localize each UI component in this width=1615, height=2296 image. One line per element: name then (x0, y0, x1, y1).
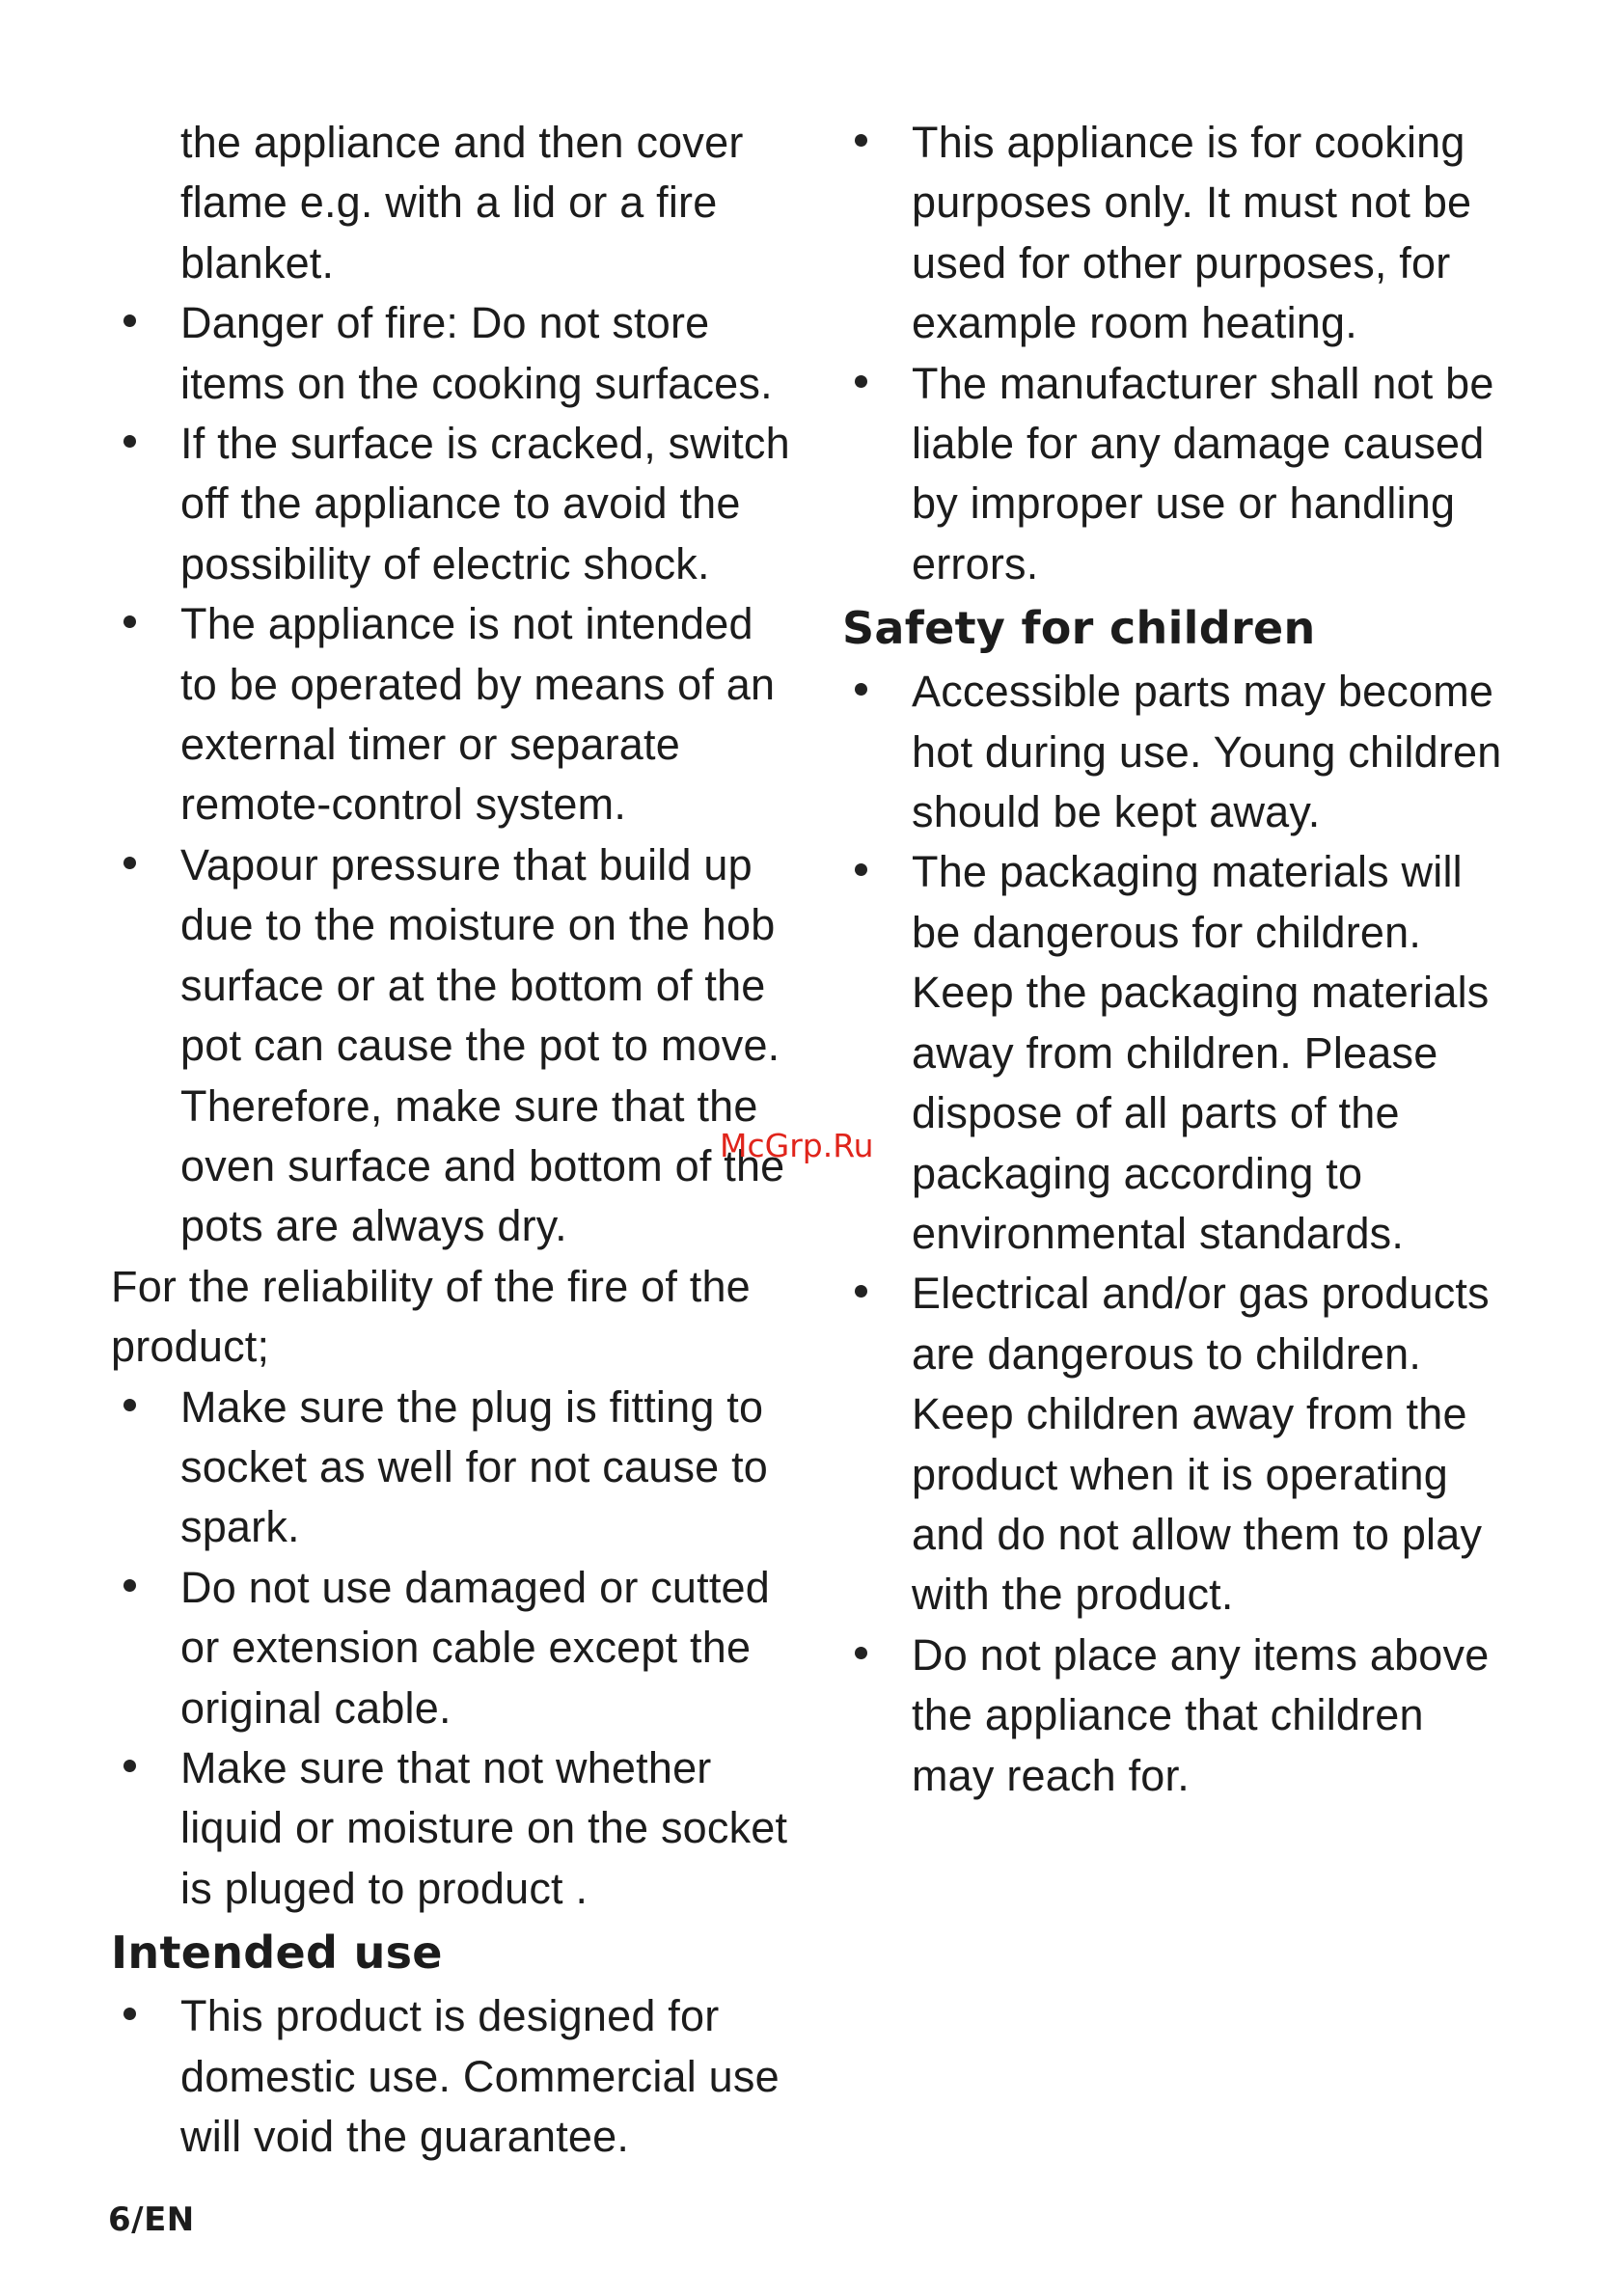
left-column (111, 113, 806, 2167)
text-line: For the reliability of the fire of the (111, 1261, 751, 1311)
list-item-line: dispose of all parts of the (912, 1088, 1400, 1138)
bullet-icon (855, 863, 867, 876)
list-item-line: hot during use. Young children (912, 726, 1502, 777)
intended-use-list (111, 1986, 806, 2167)
list-item-line: Make sure that not whether (180, 1742, 712, 1792)
list-item-line: Do not use damaged or cutted (180, 1562, 770, 1612)
bullet-icon (855, 683, 867, 696)
bullet-icon (123, 1399, 136, 1411)
list-item (111, 1738, 806, 1919)
bullet-icon (123, 314, 136, 327)
list-item-line: The appliance is not intended (180, 599, 753, 649)
list-item-line: The packaging materials will (912, 847, 1463, 897)
list-item-line: pots are always dry. (180, 1201, 567, 1251)
list-item-line: with the product. (912, 1570, 1234, 1620)
bullet-icon (855, 134, 867, 147)
list-item (842, 113, 1537, 354)
list-item-line: Therefore, make sure that the (180, 1080, 758, 1131)
fire-safety-list (111, 293, 806, 1257)
list-item-line: used for other purposes, for (912, 237, 1451, 287)
list-item-line: may reach for. (912, 1750, 1190, 1800)
list-item (842, 662, 1537, 842)
bullet-icon (855, 1647, 867, 1659)
list-item-line: Keep the packaging materials (912, 968, 1490, 1018)
list-item (111, 293, 806, 414)
list-item-line: liable for any damage caused (912, 419, 1485, 469)
list-item-line: domestic use. Commercial use (180, 2051, 780, 2101)
intended-use-heading: Intended use (111, 1927, 443, 1980)
right-column (842, 113, 1537, 1806)
list-item (111, 835, 806, 1257)
list-item-line: Electrical and/or gas products (912, 1269, 1490, 1319)
list-item (842, 1264, 1537, 1625)
list-item-line: This product is designed for (180, 1991, 720, 2041)
list-item-line: Keep children away from the (912, 1389, 1467, 1439)
text-line: product; (111, 1322, 270, 1372)
list-item-line: product when it is operating (912, 1449, 1448, 1499)
list-item-line: liquid or moisture on the socket (180, 1803, 788, 1853)
list-item-line: possibility of electric shock. (180, 538, 710, 588)
list-item (842, 354, 1537, 595)
list-item-line: example room heating. (912, 298, 1357, 348)
list-item-line: by improper use or handling (912, 478, 1456, 529)
list-item-line: pot can cause the pot to move. (180, 1021, 780, 1071)
list-item-line: environmental standards. (912, 1208, 1405, 1258)
list-item (111, 1986, 806, 2167)
page-number: 6/EN (108, 2200, 195, 2239)
safety-for-children-heading: Safety for children (842, 602, 1316, 655)
list-item-line: Danger of fire: Do not store (180, 298, 710, 348)
list-item (111, 1558, 806, 1738)
bullet-icon (123, 857, 136, 869)
list-item-line: the appliance that children (912, 1690, 1424, 1740)
list-item-line: external timer or separate (180, 720, 680, 770)
continuation-text (111, 113, 806, 293)
list-item-line: original cable. (180, 1682, 452, 1733)
list-item-line: surface or at the bottom of the (180, 960, 766, 1010)
bullet-icon (123, 435, 136, 448)
reliability-intro (111, 1257, 806, 1378)
list-item-line: packaging according to (912, 1148, 1363, 1198)
list-item-line: due to the moisture on the hob (180, 900, 776, 950)
list-item-line: items on the cooking surfaces. (180, 358, 773, 408)
list-item-line: and do not allow them to play (912, 1509, 1483, 1559)
list-item-line: spark. (180, 1502, 300, 1552)
children-safety-list (842, 662, 1537, 1806)
list-item-line: should be kept away. (912, 787, 1321, 837)
list-item-line: If the surface is cracked, switch (180, 419, 790, 469)
plug-safety-list (111, 1378, 806, 1920)
bullet-icon (123, 1579, 136, 1592)
list-item-line: or extension cable except the (180, 1623, 752, 1673)
list-item-line: remote-control system. (180, 779, 627, 830)
list-item-line: This appliance is for cooking (912, 118, 1465, 167)
list-item-line: Do not place any items above (912, 1629, 1490, 1680)
list-item-line: Vapour pressure that build up (180, 839, 753, 889)
list-item (111, 594, 806, 835)
bullet-icon (123, 2008, 136, 2020)
bullet-icon (855, 375, 867, 388)
list-item (842, 1626, 1537, 1806)
list-item-line: purposes only. It must not be (912, 178, 1472, 228)
list-item-line: away from children. Please (912, 1027, 1438, 1078)
text-line: flame e.g. with a lid or a fire (180, 178, 718, 228)
list-item-line: The manufacturer shall not be (912, 358, 1494, 408)
watermark: McGrp.Ru (720, 1127, 874, 1164)
bullet-icon (123, 615, 136, 628)
bullet-icon (123, 1760, 136, 1772)
list-item (111, 1378, 806, 1558)
list-item-line: are dangerous to children. (912, 1328, 1422, 1379)
list-item-line: socket as well for not cause to (180, 1441, 768, 1491)
list-item-line: is pluged to product . (180, 1863, 589, 1913)
list-item-line: errors. (912, 538, 1039, 588)
purpose-list (842, 113, 1537, 594)
list-item (842, 842, 1537, 1264)
list-item (111, 414, 806, 594)
bullet-icon (855, 1285, 867, 1298)
list-item-line: Make sure the plug is fitting to (180, 1381, 764, 1432)
text-line: blanket. (180, 237, 335, 287)
list-item-line: to be operated by means of an (180, 659, 776, 709)
list-item-line: oven surface and bottom of the (180, 1140, 785, 1190)
list-item-line: will void the guarantee. (180, 2112, 630, 2161)
list-item-line: off the appliance to avoid the (180, 478, 741, 529)
text-line: the appliance and then cover (180, 118, 744, 167)
list-item-line: Accessible parts may become (912, 667, 1494, 717)
list-item-line: be dangerous for children. (912, 907, 1422, 957)
